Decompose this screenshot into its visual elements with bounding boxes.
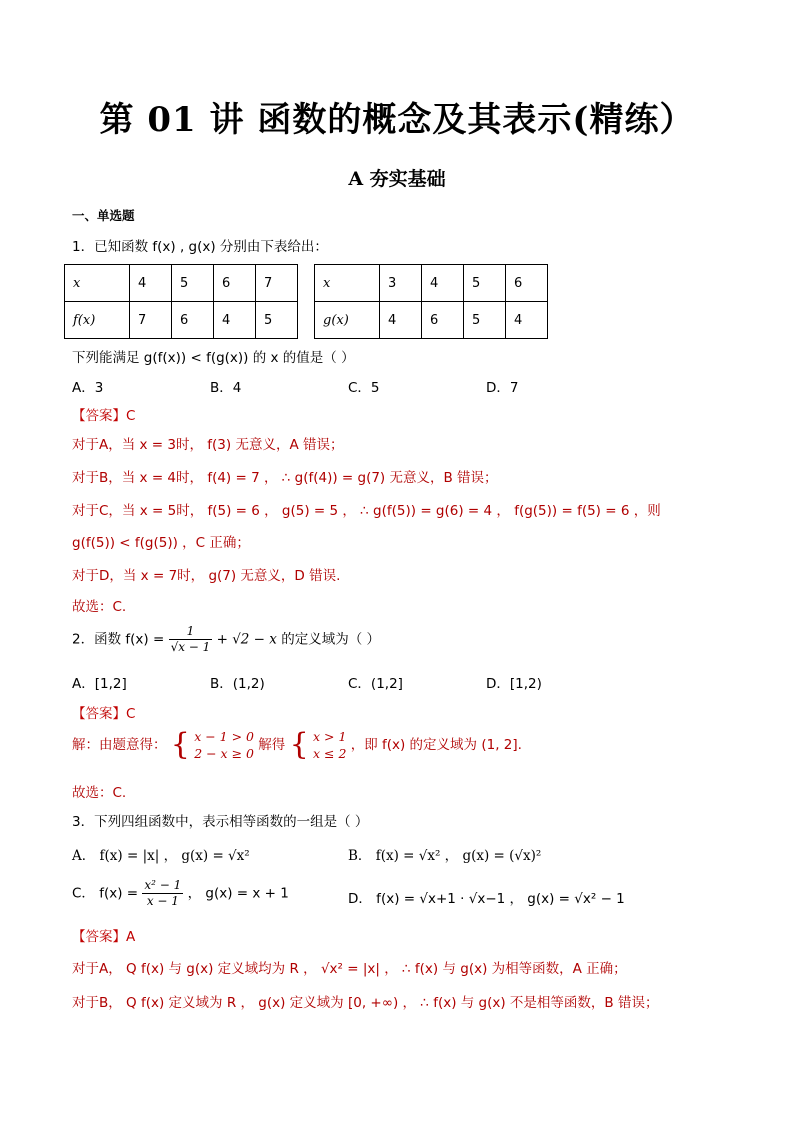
q2-option-a: A．[1,2] — [72, 676, 127, 692]
q1-solution-line: 对于C，当 x = 5时， f(5) = 6 ， g(5) = 5 ， ∴ g(f(5)) = g(6) = 4 ， f(g(5)) = f(5) = 6 ，则 — [72, 503, 661, 519]
table-cell: 4 — [422, 265, 464, 302]
q1-solution-line: 对于B，当 x = 4时， f(4) = 7 ， ∴ g(f(4)) = g(7) 无意义，B 错误； — [72, 470, 498, 486]
table-cell: x — [65, 265, 130, 302]
q2-stem — [72, 624, 380, 655]
q3-option-c-suffix: ， g(x) = x + 1 — [187, 885, 289, 902]
q2-solution-system — [313, 728, 346, 762]
table-cell: 7 — [130, 302, 172, 339]
q2-inequality-system — [194, 728, 254, 762]
table-cell: 6 — [422, 302, 464, 339]
table-cell: 4 — [380, 302, 422, 339]
q1-solution-line: 对于D，当 x = 7时， g(7) 无意义，D 错误. — [72, 568, 341, 584]
q1-option-b: B．4 — [210, 380, 242, 396]
q2-final: 故选：C. — [72, 785, 127, 801]
q2-fraction-denominator: √x − 1 — [170, 640, 211, 654]
q2-stem-suffix: 的定义域为（ ） — [281, 631, 380, 648]
table-cell: 3 — [380, 265, 422, 302]
q3-stem: 3．下列四组函数中，表示相等函数的一组是（ ） — [72, 814, 369, 830]
q2-option-d: D．[1,2) — [486, 676, 542, 692]
inequality: x − 1 > 0 — [194, 729, 254, 744]
q2-solution-suffix: ，即 f(x) 的定义域为 (1, 2]. — [350, 737, 522, 753]
q2-answer: 【答案】C — [72, 706, 136, 722]
q2-stem-prefix: 2．函数 f(x) = — [72, 631, 165, 648]
table-row — [315, 302, 548, 339]
q1-option-a: A．3 — [72, 380, 104, 396]
table-cell: 4 — [130, 265, 172, 302]
inequality: x > 1 — [312, 729, 347, 744]
q1-final: 故选：C. — [72, 599, 127, 615]
q3-option-a: A． f(x) = |x| ， g(x) = √x² — [72, 848, 250, 864]
q1-question: 下列能满足 g(f(x)) < f(g(x)) 的 x 的值是（ ） — [72, 350, 355, 366]
q3-solution-line: 对于B， Q f(x) 定义域为 R ， g(x) 定义域为 [0, +∞) ， ∴ f(x) 与 g(x) 不是相等函数，B 错误； — [72, 995, 659, 1011]
q1-stem: 1．已知函数 f(x) , g(x) 分别由下表给出： — [72, 239, 328, 255]
left-brace: { — [170, 727, 190, 762]
inequality: 2 − x ≥ 0 — [194, 746, 254, 761]
table-row — [65, 265, 298, 302]
q3-option-d: D． f(x) = √x+1 · √x−1 ， g(x) = √x² − 1 — [348, 891, 625, 907]
left-brace: { — [289, 727, 309, 762]
q1-solution-line: g(f(5)) < f(g(5)) ，C 正确； — [72, 535, 250, 551]
table-cell: g(x) — [315, 302, 380, 339]
q2-fraction — [169, 624, 213, 655]
table-cell: 6 — [172, 302, 214, 339]
q2-fraction-numerator: 1 — [169, 624, 213, 640]
q3-option-b: B． f(x) = √x² ， g(x) = (√x)² — [348, 848, 542, 864]
q2-option-b: B．(1,2) — [210, 676, 265, 692]
table-cell: 4 — [214, 302, 256, 339]
q3-option-c-fraction — [142, 878, 183, 909]
fraction-numerator: x² − 1 — [144, 878, 182, 892]
table-cell: 6 — [214, 265, 256, 302]
q2-solution — [72, 728, 522, 762]
table-cell: 5 — [256, 302, 298, 339]
q3-option-c — [72, 878, 289, 909]
table-row — [315, 265, 548, 302]
q2-solution-mid: 解得 — [258, 737, 290, 753]
q1-option-d: D．7 — [486, 380, 519, 396]
q3-option-c-prefix: C． f(x) = — [72, 885, 139, 902]
table-cell: 5 — [172, 265, 214, 302]
section-heading: 一、单选题 — [72, 208, 135, 223]
q1-solution-line: 对于A，当 x = 3时， f(3) 无意义，A 错误； — [72, 437, 344, 453]
q1-answer: 【答案】C — [72, 408, 136, 424]
table-cell: 7 — [256, 265, 298, 302]
table-cell: 6 — [506, 265, 548, 302]
q2-option-c: C．(1,2] — [348, 676, 403, 692]
table-row — [65, 302, 298, 339]
table-cell: 5 — [464, 302, 506, 339]
table-cell: 5 — [464, 265, 506, 302]
table-cell: x — [315, 265, 380, 302]
page-title: 第 01 讲 函数的概念及其表示(精练） — [99, 100, 695, 140]
section-subtitle: A 夯实基础 — [348, 168, 446, 190]
table-g — [314, 264, 548, 339]
q2-solution-prefix: 解：由题意得： — [72, 737, 167, 753]
table-f — [64, 264, 298, 339]
table-cell: f(x) — [65, 302, 130, 339]
q1-option-c: C．5 — [348, 380, 380, 396]
q3-answer: 【答案】A — [72, 929, 136, 945]
table-cell: 4 — [506, 302, 548, 339]
q2-stem-plus: + — [216, 631, 233, 648]
fraction-denominator: x − 1 — [146, 894, 179, 908]
q2-sqrt: √2 − x — [232, 631, 277, 648]
inequality: x ≤ 2 — [312, 746, 347, 761]
q3-solution-line: 对于A， Q f(x) 与 g(x) 定义域均为 R ， √x² = |x| ， ∴ f(x) 与 g(x) 为相等函数，A 正确； — [72, 961, 627, 977]
